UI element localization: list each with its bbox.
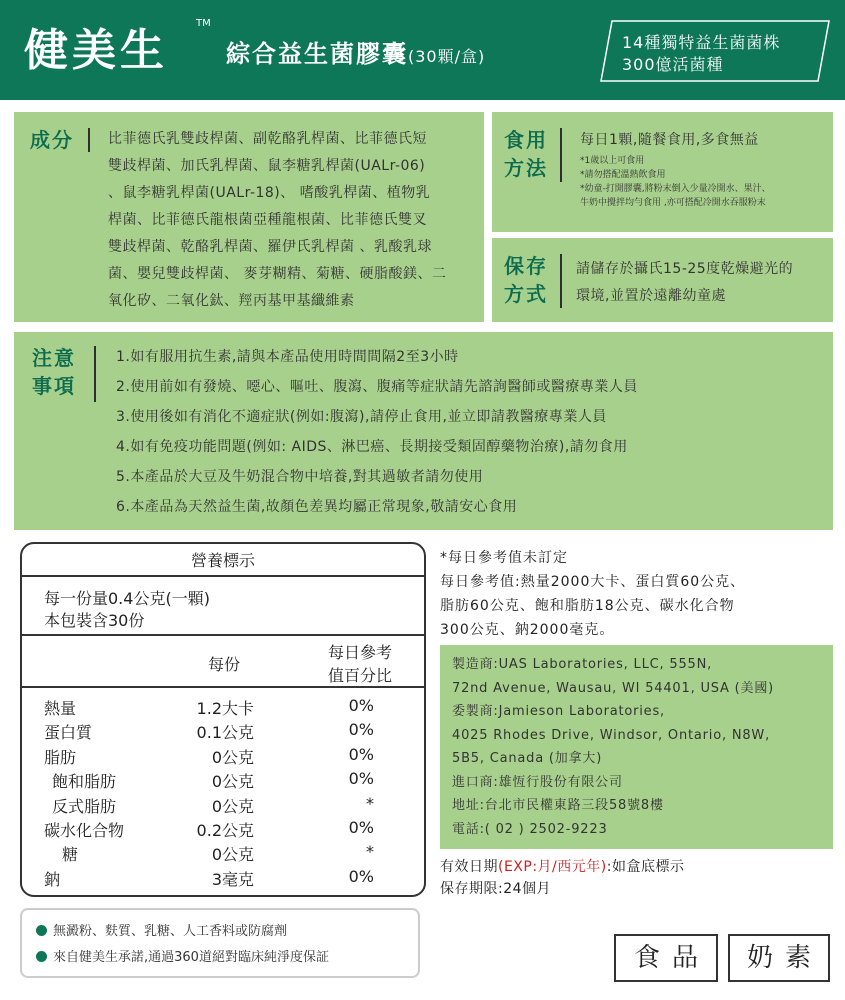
- nutrient-amount: 0公克: [211, 772, 254, 792]
- ingredients-title: 成分: [30, 128, 74, 152]
- manufacturer-line: 72nd Avenue, Wausau, WI 54401, USA (美國): [452, 680, 775, 696]
- nutrition-col-per-serving: 每份: [208, 655, 241, 674]
- manufacturer-line: 委製商:Jamieson Laboratories,: [452, 704, 665, 719]
- nutrition-col-dv-line-2: 值百分比: [328, 666, 393, 685]
- nutrient-daily-value: *: [366, 793, 374, 813]
- manufacturer-line: 地址:台北市民權東路三段58號8樓: [452, 798, 664, 813]
- usage-title-line-2: 方法: [504, 156, 548, 180]
- nutrient-daily-value: 0%: [348, 744, 374, 764]
- nutrient-amount: 0.2公克: [196, 821, 254, 840]
- reference-line: 300公克、鈉2000毫克。: [440, 622, 615, 638]
- ingredients-line: 菌、嬰兒雙歧桿菌、 麥芽糊精、菊糖、硬脂酸鎂、二: [108, 266, 447, 282]
- expiry-date: [440, 856, 684, 878]
- usage-note: *幼童-打開膠囊,將粉末倒入少量冷開水、果汁、: [580, 184, 771, 194]
- storage-title-line-1: 保存: [504, 254, 548, 278]
- tagline-count: 300億活菌種: [622, 55, 724, 74]
- usage-note: *1歲以上可食用: [580, 156, 645, 166]
- expiry-label: 有效日期: [440, 859, 498, 875]
- nutrition-divider: [22, 575, 424, 577]
- product-count: (30顆/盒): [408, 47, 486, 66]
- brand-name: 健美生: [24, 25, 168, 76]
- cautions-divider: [94, 346, 96, 402]
- storage-title-line-2: 方式: [504, 282, 548, 306]
- expiry-note: :如盒底標示: [606, 859, 685, 875]
- ingredients-line: 氧化矽、二氧化鈦、羥丙基甲基纖維素: [108, 293, 355, 309]
- ingredients-divider: [88, 128, 90, 152]
- nutrient-daily-value: 0%: [348, 866, 374, 886]
- nutrition-title: 營養標示: [190, 551, 255, 570]
- usage-note: 牛奶中攪拌均勻食用 ,亦可搭配冷開水吞服粉末: [580, 198, 766, 208]
- food-badge: 食品: [614, 934, 718, 982]
- ingredients-text: [108, 126, 446, 315]
- nutrient-daily-value: 0%: [348, 769, 374, 789]
- tagline-box: [600, 20, 830, 82]
- nutrient-name: 鈉: [44, 869, 61, 889]
- manufacturer-line: 電話:( 02 ) 2502-9223: [452, 821, 608, 837]
- bullet-dot-icon: [36, 925, 47, 936]
- nutrient-daily-value: 0%: [348, 818, 374, 837]
- caution-item: 6.本產品為天然益生菌,故顏色差異均屬正常現象,敬請安心食用: [116, 499, 518, 515]
- ingredients-panel: [14, 112, 484, 322]
- nutrient-name: 飽和脂肪: [52, 772, 117, 792]
- product-title: 綜合益生菌膠囊: [226, 40, 408, 68]
- nutrient-daily-value: *: [366, 842, 374, 862]
- caution-item: 1.如有服用抗生素,請與本產品使用時間間隔2至3小時: [116, 349, 459, 365]
- nutrient-name: 碳水化合物: [44, 821, 125, 840]
- nutrient-name: 反式脂肪: [52, 796, 117, 816]
- caution-item: 2.使用前如有發燒、噁心、嘔吐、腹瀉、腹痛等症狀請先諮詢醫師或醫療專業人員: [116, 379, 638, 395]
- storage-panel: [492, 238, 833, 322]
- nutrition-col-daily-value: [328, 640, 392, 686]
- usage-panel: [492, 112, 833, 232]
- usage-title: [504, 126, 548, 182]
- claim-item: [36, 946, 329, 965]
- nutrient-name: 脂肪: [44, 747, 77, 767]
- nutrient-amount: 0.1公克: [196, 723, 254, 743]
- manufacturer-line: 進口商:雄恆行股份有限公司: [452, 774, 623, 790]
- manufacturer-line: 4025 Rhodes Drive, Windsor, Ontario, N8W,: [452, 727, 771, 743]
- reference-line: 脂肪60公克、飽和脂肪18公克、碳水化合物: [440, 598, 735, 614]
- nutrition-col-dv-line-1: 每日參考: [328, 643, 393, 662]
- trademark-mark: TM: [196, 18, 211, 29]
- ingredients-line: 、鼠李糖乳桿菌(UALr-18)、 嗜酸乳桿菌、植物乳: [108, 185, 431, 201]
- storage-title: [504, 252, 548, 308]
- reference-line: *每日參考值未訂定: [440, 550, 568, 566]
- manufacturer-line: 5B5, Canada (加拿大): [452, 751, 603, 766]
- expiry-format: (EXP:月/西元年): [498, 859, 607, 875]
- nutrient-amount: 0公克: [211, 845, 254, 865]
- usage-title-line-1: 食用: [504, 128, 548, 152]
- bullet-dot-icon: [36, 951, 47, 962]
- expiry-info: [440, 856, 684, 900]
- usage-notes: [580, 154, 771, 210]
- nutrition-divider: [22, 634, 424, 636]
- nutrient-amount: 0公克: [211, 796, 254, 816]
- cautions-title-line-1: 注意: [32, 346, 76, 370]
- reference-line: 每日參考值:熱量2000大卡、蛋白質60公克、: [440, 574, 746, 590]
- nutrition-per-pack: 本包裝含30份: [44, 611, 145, 630]
- storage-text: [576, 256, 793, 310]
- caution-item: 3.使用後如有消化不適症狀(例如:腹瀉),請停止食用,並立即請教醫療專業人員: [116, 409, 607, 425]
- tagline-strains: 14種獨特益生菌菌株: [622, 33, 781, 52]
- usage-note: *請勿搭配溫熱飲食用: [580, 170, 666, 180]
- usage-main: 每日1顆,隨餐食用,多食無益: [580, 132, 759, 148]
- caution-item: 5.本產品於大豆及牛奶混合物中培養,對其過敏者請勿使用: [116, 469, 484, 485]
- caution-item: 4.如有免疫功能問題(例如: AIDS、淋巴癌、長期接受類固醇藥物治療),請勿食用: [116, 439, 628, 455]
- nutrient-amount: 1.2大卡: [196, 699, 254, 718]
- dairy-badge: 奶素: [728, 934, 830, 982]
- cautions-title: [32, 344, 76, 400]
- nutrient-amount: 3毫克: [211, 869, 254, 889]
- claim-text: 來自健美生承諾,通過360道絕對臨床純淨度保証: [53, 950, 329, 965]
- nutrient-daily-value: 0%: [348, 696, 374, 715]
- claim-text: 無澱粉、麩質、乳糖、人工香料或防腐劑: [53, 924, 288, 939]
- nutrition-serving: 每一份量0.4公克(一顆): [44, 589, 210, 608]
- ingredients-line: 比菲德氏乳雙歧桿菌、副乾酪乳桿菌、比菲德氏短: [108, 131, 427, 147]
- cautions-list: [116, 342, 638, 522]
- nutrient-daily-value: 0%: [348, 720, 374, 740]
- product-name: [226, 34, 485, 69]
- usage-divider: [560, 128, 562, 182]
- nutrient-amount: 0公克: [211, 747, 254, 767]
- ingredients-line: 雙歧桿菌、乾酪乳桿菌、羅伊氏乳桿菌 、乳酸乳球: [108, 239, 432, 255]
- manufacturer-panel: [440, 645, 833, 849]
- storage-line: 請儲存於攝氏15-25度乾燥避光的: [576, 261, 794, 277]
- header-banner: [0, 0, 845, 100]
- nutrient-name: 蛋白質: [44, 723, 93, 743]
- claims-box: [20, 908, 420, 978]
- cautions-title-line-2: 事項: [32, 374, 76, 398]
- storage-divider: [560, 254, 562, 308]
- nutrition-table: [20, 542, 426, 897]
- storage-line: 環境,並置於遠離幼童處: [576, 288, 726, 304]
- nutrition-divider: [22, 686, 424, 688]
- daily-reference: [440, 546, 745, 642]
- ingredients-line: 雙歧桿菌、加氏乳桿菌、鼠李糖乳桿菌(UALr-06): [108, 158, 426, 174]
- manufacturer-line: 製造商:UAS Laboratories, LLC, 555N,: [452, 657, 713, 672]
- nutrient-name: 糖: [62, 845, 79, 865]
- nutrient-name: 熱量: [44, 699, 77, 718]
- manufacturer-lines: [452, 653, 774, 841]
- claim-item: [36, 920, 287, 939]
- ingredients-line: 桿菌、比菲德氏龍根菌亞種龍根菌、比菲德氏雙叉: [108, 212, 427, 228]
- shelf-life: 保存期限:24個月: [440, 881, 552, 897]
